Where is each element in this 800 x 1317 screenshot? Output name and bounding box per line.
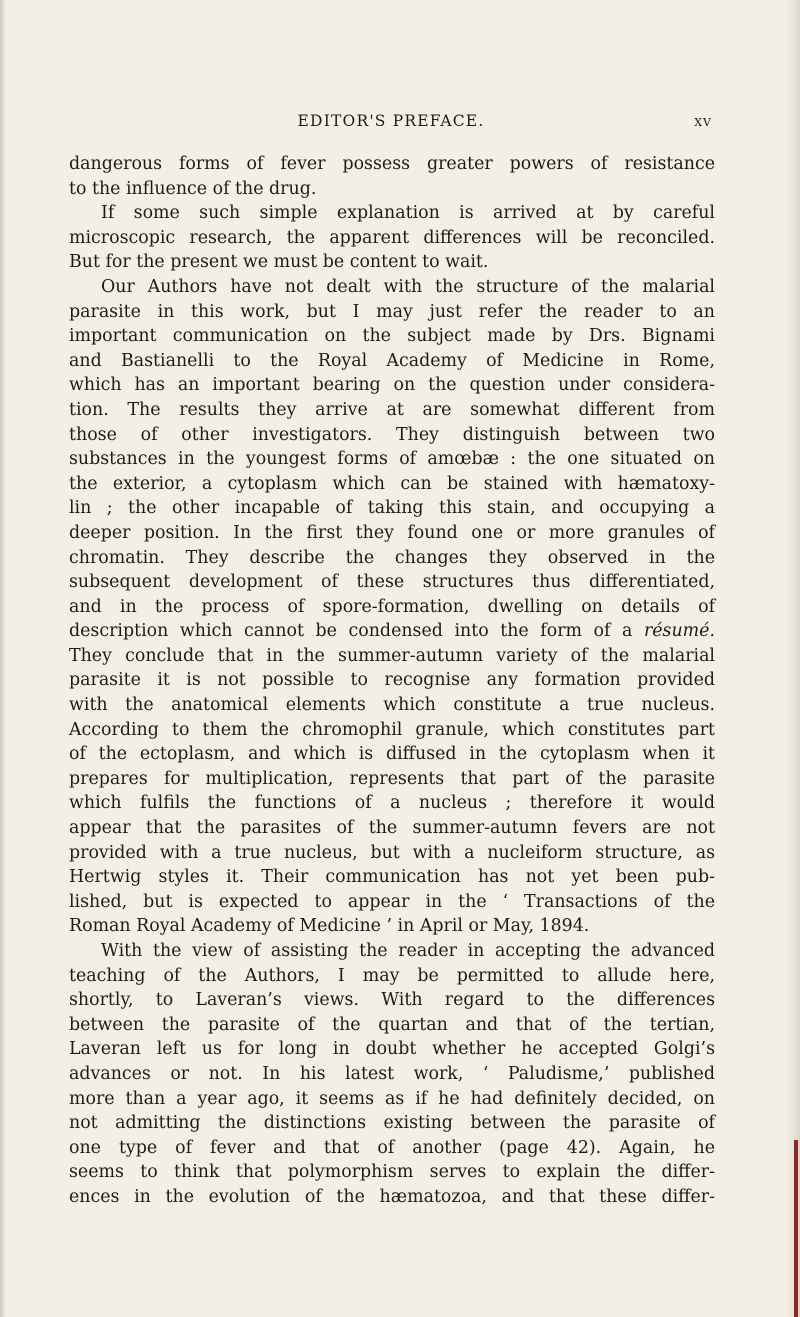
page-left-edge	[0, 0, 6, 1317]
text-line: lished, but is expected to appear in the ‘ Transactions of the	[69, 891, 715, 912]
text-line: the exterior, a cytoplasm which can be stained with hæmatoxy-	[69, 473, 715, 494]
text-line: chromatin. They describe the changes they observed in the	[69, 547, 715, 568]
text-line: dangerous forms of fever possess greater powers of resistance	[69, 154, 715, 174]
text-line: important communication on the subject made by Drs. Bignami	[69, 326, 715, 347]
text-line: parasite it is not possible to recognise any formation provided	[69, 670, 715, 691]
text-line: one type of fever and that of another (page 42). Again, he	[69, 1137, 715, 1158]
text-line: provided with a true nucleus, but with a nucleiform structure, as	[69, 842, 715, 863]
text-line: lin ; the other incapable of taking this stain, and occupying a	[69, 498, 715, 519]
text-line: deeper position. In the first they found one or more granules of	[69, 522, 715, 543]
text-line: seems to think that polymorphism serves to explain the differ-	[69, 1162, 715, 1183]
text-line: to the influence of the drug.	[69, 178, 317, 199]
text-line: Hertwig styles it. Their communication has not yet been pub-	[69, 867, 715, 888]
binding-strip	[794, 1140, 798, 1317]
line-text: description which cannot be condensed into the form of a	[69, 621, 633, 642]
text-line: Our Authors have not dealt with the structure of the malarial	[101, 276, 715, 297]
text-line: microscopic research, the apparent differences will be reconciled.	[69, 227, 715, 248]
page-header	[68, 112, 714, 142]
text-line: But for the present we must be content to wait.	[69, 252, 489, 273]
text-line: which fulfils the functions of a nucleus ; therefore it would	[69, 793, 715, 814]
italic-term: résumé.	[643, 621, 715, 642]
text-line: Roman Royal Academy of Medicine ’ in April or May, 1894.	[69, 916, 590, 937]
text-line: those of other investigators. They distinguish between two	[69, 424, 715, 445]
text-line: and Bastianelli to the Royal Academy of Medicine in Rome,	[69, 350, 715, 371]
text-line: They conclude that in the summer-autumn variety of the malarial	[69, 645, 715, 666]
text-line: Laveran left us for long in doubt whether he accepted Golgi’s	[69, 1039, 715, 1060]
text-line: teaching of the Authors, I may be permitted to allude here,	[69, 965, 715, 986]
text-line: which has an important bearing on the question under considera-	[69, 375, 715, 396]
text-line: between the parasite of the quartan and that of the tertian,	[69, 1014, 715, 1035]
text-line: appear that the parasites of the summer-autumn fevers are not	[69, 818, 715, 839]
text-line-with-italic	[69, 619, 715, 644]
text-line: more than a year ago, it seems as if he had definitely decided, on	[69, 1088, 715, 1109]
text-line: of the ectoplasm, and which is diffused in the cytoplasm when it	[69, 744, 715, 765]
text-line: advances or not. In his latest work, ‘ Paludisme,’ published	[69, 1063, 715, 1084]
text-line: With the view of assisting the reader in accepting the advanced	[101, 941, 715, 961]
text-line: parasite in this work, but I may just refer the reader to an	[69, 301, 715, 322]
text-line: with the anatomical elements which constitute a true nucleus.	[69, 695, 715, 716]
text-line: substances in the youngest forms of amœbæ : the one situated on	[69, 449, 715, 470]
text-line: If some such simple explanation is arrived at by careful	[101, 203, 715, 224]
running-head: EDITOR'S PREFACE.	[297, 112, 485, 130]
body-text	[69, 152, 715, 1210]
text-line: According to them the chromophil granule, which constitutes part	[69, 719, 715, 740]
text-line: not admitting the distinctions existing between the parasite of	[69, 1113, 715, 1134]
text-line: ences in the evolution of the hæmatozoa, and that these differ-	[69, 1186, 715, 1207]
text-line: shortly, to Laveran’s views. With regard to the differences	[69, 990, 715, 1011]
text-line: tion. The results they arrive at are somewhat different from	[69, 399, 715, 420]
text-line: prepares for multiplication, represents that part of the parasite	[69, 768, 715, 789]
text-line: subsequent development of these structures thus differentiated,	[69, 572, 715, 593]
text-line: and in the process of spore-formation, dwelling on details of	[69, 596, 715, 617]
page-number: xv	[694, 112, 712, 130]
page-right-edge	[786, 0, 800, 1317]
